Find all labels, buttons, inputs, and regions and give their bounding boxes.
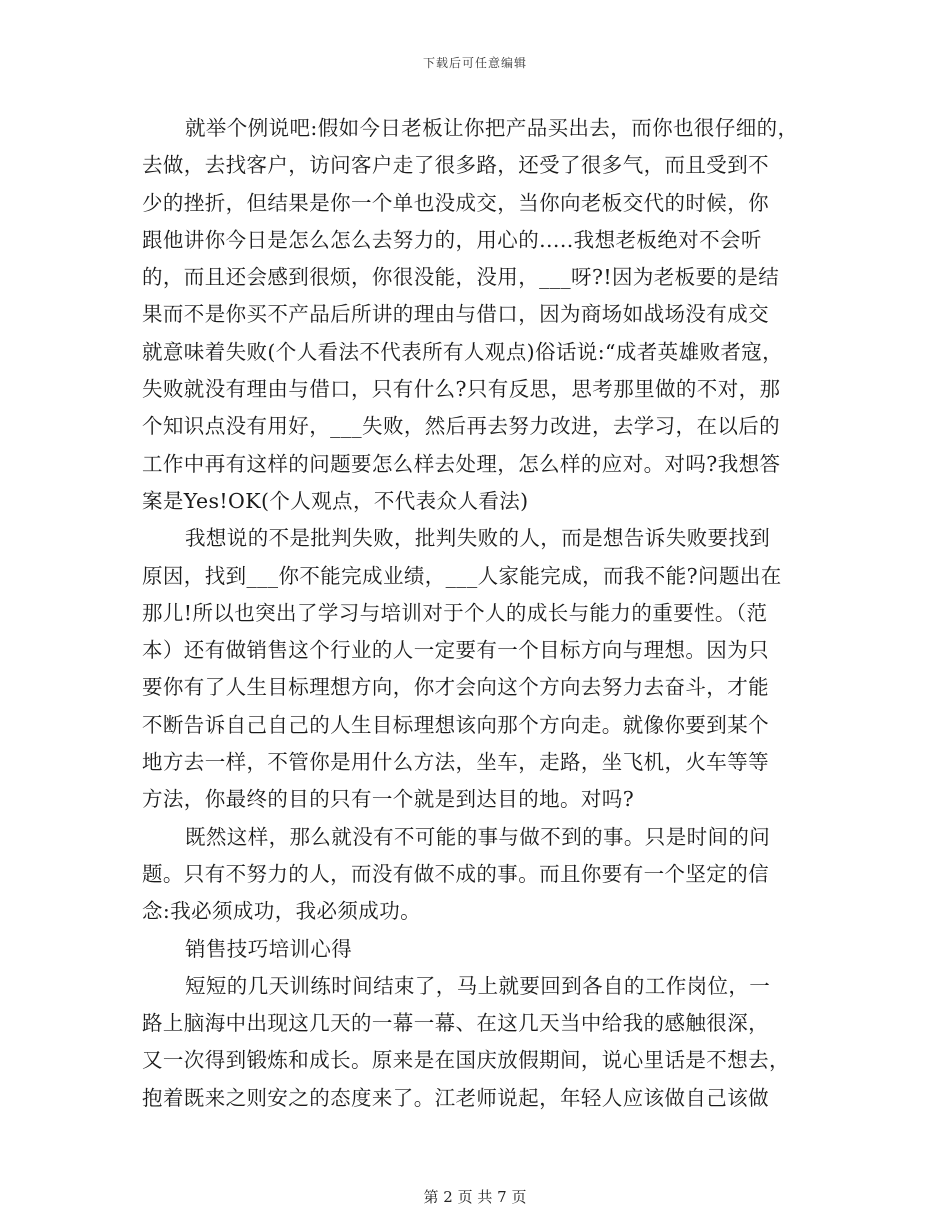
text-line: 去做，去找客户，访问客户走了很多路，还受了很多气，而且受到不 xyxy=(142,153,769,178)
text-line: 失败就没有理由与借口，只有什么?只有反思，思考那里做的不对，那 xyxy=(142,377,781,402)
section-heading: 销售技巧培训心得 xyxy=(185,936,353,961)
text-line: 个知识点没有用好，___失败，然后再去努力改进，去学习，在以后的 xyxy=(142,414,781,439)
text-line: 我想说的不是批判失败，批判失败的人，而是想告诉失败要找到 xyxy=(185,526,771,551)
text-line: 就意味着失败(个人看法不代表所有人观点)俗话说:“成者英雄败者寇， xyxy=(142,339,784,364)
text-line: 路上脑海中出现这几天的一幕一幕、在这几天当中给我的感触很深， xyxy=(142,1011,769,1036)
text-line: 念:我必须成功，我必须成功。 xyxy=(142,899,422,924)
page-footer: 第 2 页 共 7 页 xyxy=(423,1188,527,1206)
text-line: 的，而且还会感到很烦，你很没能，没用，___呀?!因为老板要的是结 xyxy=(142,265,780,290)
text-line: 要你有了人生目标理想方向，你才会向这个方向去努力去奋斗，才能 xyxy=(142,675,769,700)
text-line: 既然这样，那么就没有不可能的事与做不到的事。只是时间的问 xyxy=(185,824,771,849)
text-line: 工作中再有这样的问题要怎么样去处理，怎么样的应对。对吗?我想答 xyxy=(142,451,781,476)
text-line: 跟他讲你今日是怎么怎么去努力的，用心的.....我想老板绝对不会听 xyxy=(142,227,762,252)
text-line: 原因，找到___你不能完成业绩，___人家能完成，而我不能?问题出在 xyxy=(142,563,782,588)
text-line: 案是Yes!OK(个人观点，不代表众人看法) xyxy=(142,488,529,513)
text-line: 果而不是你买不产品后所讲的理由与借口，因为商场如战场没有成交 xyxy=(142,302,769,327)
text-line: 本）还有做销售这个行业的人一定要有一个目标方向与理想。因为只 xyxy=(142,638,769,663)
text-line: 抱着既来之则安之的态度来了。江老师说起，年轻人应该做自己该做 xyxy=(142,1085,769,1110)
text-line: 短短的几天训练时间结束了，马上就要回到各自的工作岗位，一 xyxy=(185,973,771,998)
text-line: 又一次得到锻炼和成长。原来是在国庆放假期间，说心里话是不想去， xyxy=(142,1048,790,1073)
text-line: 就举个例说吧:假如今日老板让你把产品买出去，而你也很仔细的， xyxy=(185,116,799,140)
text-line: 地方去一样，不管你是用什么方法，坐车，走路，坐飞机，火车等等 xyxy=(142,750,769,775)
text-line: 题。只有不努力的人，而没有做不成的事。而且你要有一个坚定的信 xyxy=(142,861,769,886)
page-header: 下载后可任意编辑 xyxy=(422,56,527,70)
document-body xyxy=(142,110,832,1117)
text-line: 那儿!所以也突出了学习与培训对于个人的成长与能力的重要性。（范 xyxy=(142,600,768,625)
text-line: 不断告诉自己自己的人生目标理想该向那个方向走。就像你要到某个 xyxy=(142,712,769,737)
text-line: 少的挫折，但结果是你一个单也没成交，当你向老板交代的时候，你 xyxy=(142,190,769,215)
text-line: 方法，你最终的目的只有一个就是到达目的地。对吗? xyxy=(142,787,635,812)
